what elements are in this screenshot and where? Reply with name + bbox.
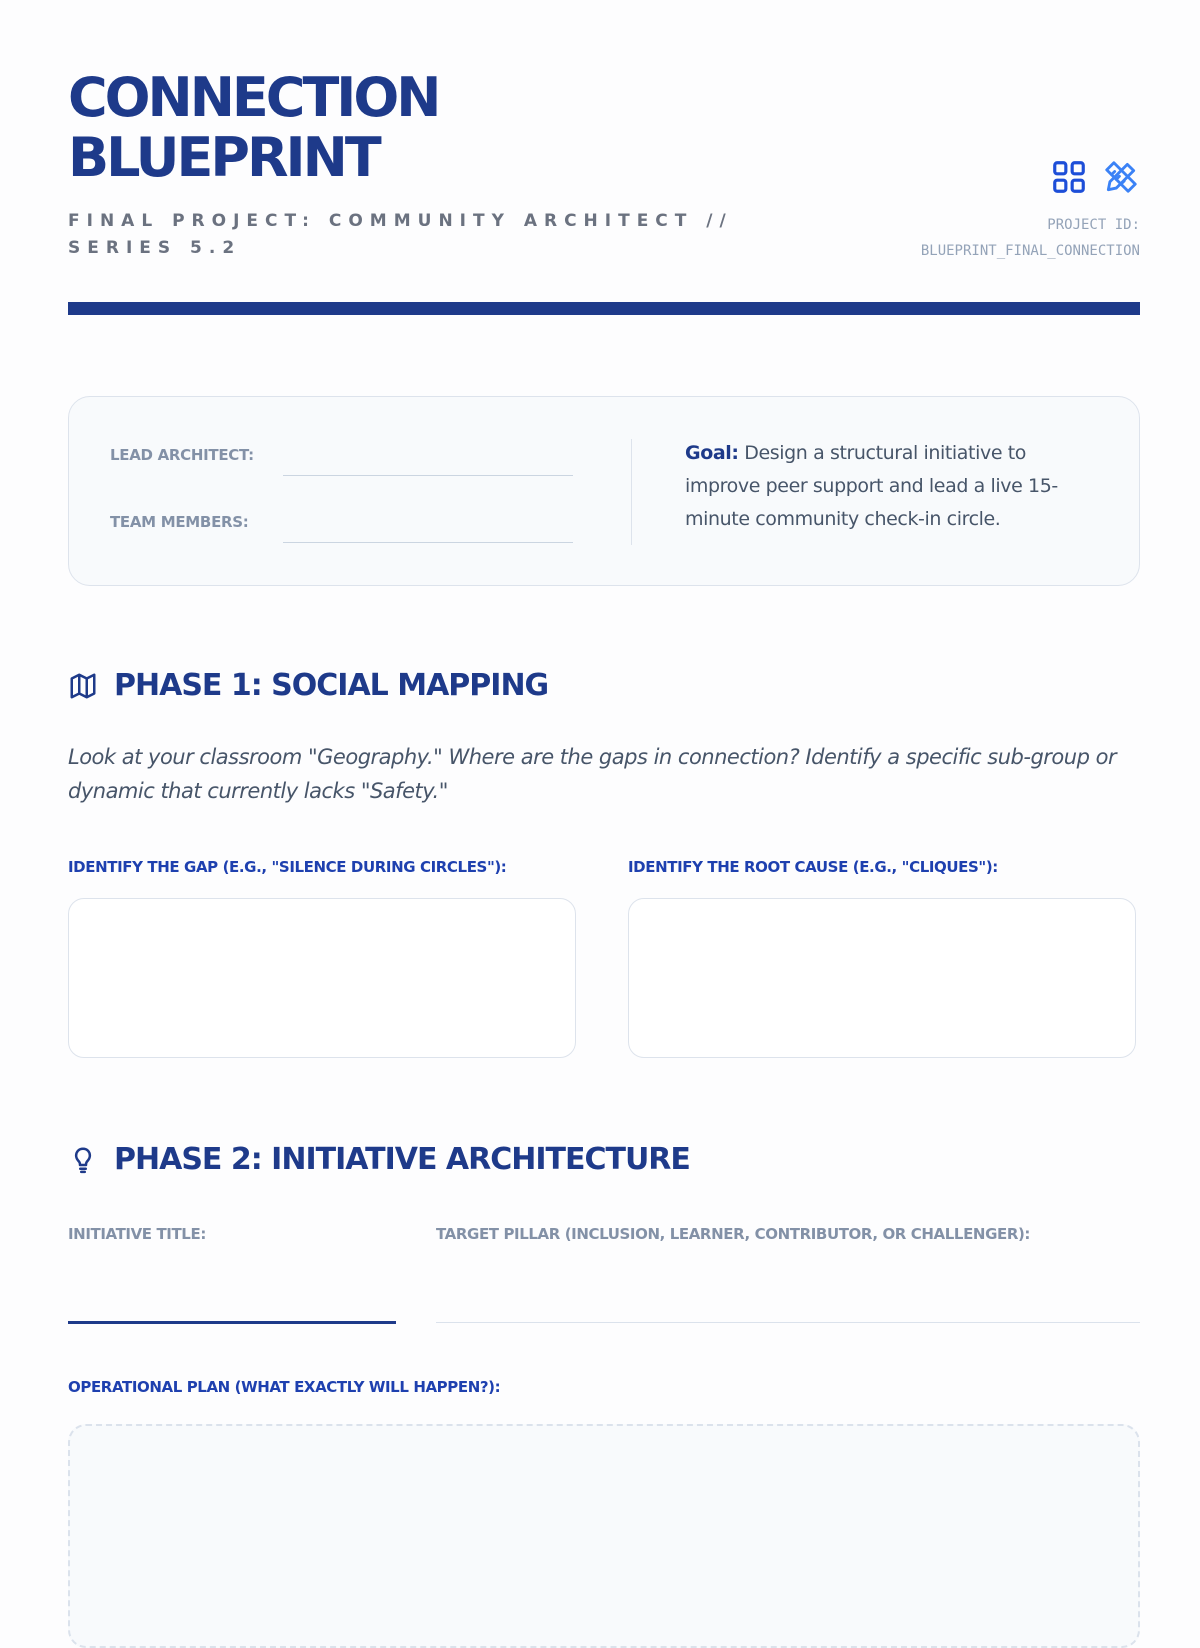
initiative-title-label: INITIATIVE TITLE: [68,1225,206,1243]
root-cause-input[interactable] [628,898,1136,1058]
card-divider [631,439,632,545]
subtitle-line-2: SERIES 5.2 [68,238,242,258]
pencil-ruler-icon [1102,158,1140,196]
header-divider [68,302,1140,315]
team-members-label: TEAM MEMBERS: [110,513,249,531]
title-line-1: CONNECTION [68,66,439,129]
project-id [921,212,1140,264]
lead-architect-label: LEAD ARCHITECT: [110,446,254,464]
info-card [68,396,1140,586]
phase-2-heading [68,1142,690,1177]
goal-label: Goal: [685,442,739,464]
goal-statement [685,437,1085,536]
title-line-2: BLUEPRINT [68,126,379,189]
operational-plan-label: OPERATIONAL PLAN (WHAT EXACTLY WILL HAPPEN?): [68,1378,501,1396]
phase-1-heading [68,668,548,703]
lightbulb-icon [68,1145,98,1175]
phase-2-title: PHASE 2: INITIATIVE ARCHITECTURE [114,1142,690,1177]
page-title [68,68,668,188]
operational-plan-input[interactable] [68,1424,1140,1648]
page-subtitle [68,208,768,262]
subtitle-line-1: FINAL PROJECT: COMMUNITY ARCHITECT // [68,211,733,231]
worksheet-page [68,0,1140,1600]
target-pillar-input[interactable] [436,1322,1140,1323]
header-icons [1050,158,1140,196]
lead-architect-field[interactable] [283,475,573,476]
phase-1-intro: Look at your classroom "Geography." Where are the gaps in connection? Identify a specific sub-group or dynamic that currently lacks "Safety." [68,745,1117,803]
initiative-title-input[interactable] [68,1321,396,1324]
project-id-value: BLUEPRINT_FINAL_CONNECTION [920,243,1140,259]
phase-1-title: PHASE 1: SOCIAL MAPPING [114,668,549,703]
grid-icon [1050,158,1088,196]
root-cause-label: IDENTIFY THE ROOT CAUSE (E.G., "CLIQUES"): [628,858,998,876]
team-members-field[interactable] [283,542,573,543]
goal-text: Design a structural initiative to improve peer support and lead a live 15-minute community check-in circle. [685,442,1058,530]
target-pillar-label: TARGET PILLAR (INCLUSION, LEARNER, CONTRIBUTOR, OR CHALLENGER): [436,1225,1031,1243]
gap-label: IDENTIFY THE GAP (E.G., "SILENCE DURING CIRCLES"): [68,858,507,876]
project-id-label: PROJECT ID: [1047,217,1140,233]
gap-input[interactable] [68,898,576,1058]
map-icon [68,671,98,701]
